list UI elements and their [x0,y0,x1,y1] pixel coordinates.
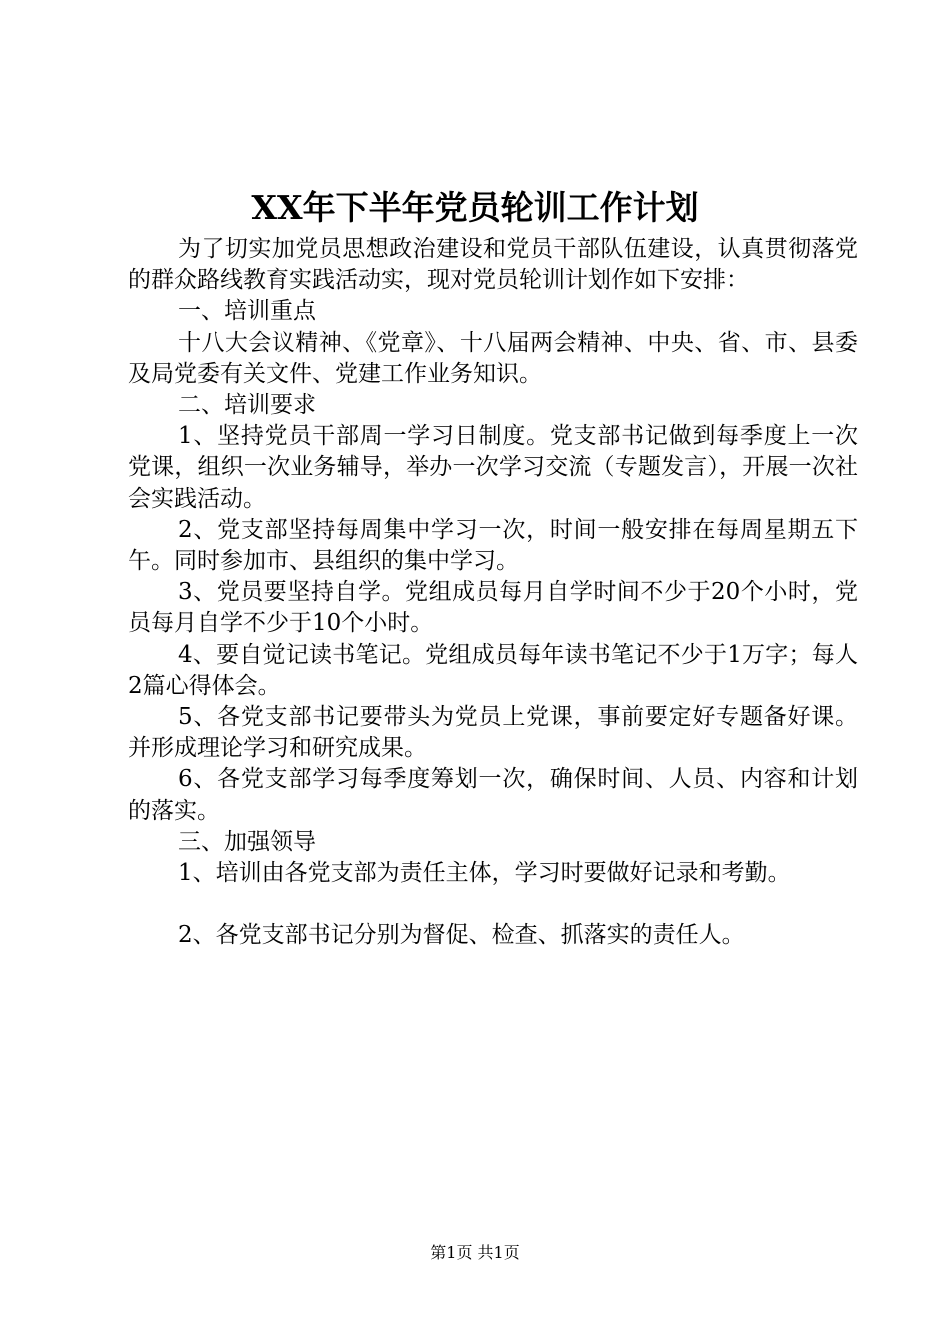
requirement-item-6: 6、各党支部学习每季度筹划一次，确保时间、人员、内容和计划的落实。 [128,766,858,824]
section-heading-2: 二、培训要求 [178,392,316,419]
page-footer: 第1页 共1页 [430,1243,520,1262]
paragraph-spacer [128,889,858,920]
requirement-item-5: 5、各党支部书记要带头为党员上党课，事前要定好专题备好课。并形成理论学习和研究成果。 [128,704,858,762]
leadership-item-2: 2、各党支部书记分别为督促、检查、抓落实的责任人。 [178,922,745,949]
section-1-paragraph: 十八大会议精神、《党章》、十八届两会精神、中央、省、市、县委及局党委有关文件、党建工作业务知识。 [128,329,858,387]
section-heading-3: 三、加强领导 [178,828,316,855]
requirement-item-4: 4、要自觉记读书笔记。党组成员每年读书笔记不少于1万字；每人2篇心得体会。 [128,641,858,699]
requirement-item-2: 2、党支部坚持每周集中学习一次，时间一般安排在每周星期五下午。同时参加市、县组织的集中学习。 [128,516,858,575]
leadership-item-1: 1、培训由各党支部为责任主体，学习时要做好记录和考勤。 [178,860,791,887]
section-heading-1: 一、培训重点 [178,298,316,325]
document-body [128,234,858,951]
requirement-item-1: 1、坚持党员干部周一学习日制度。党支部书记做到每季度上一次党课，组织一次业务辅导，举办一次学习交流（专题发言），开展一次社会实践活动。 [128,423,858,512]
requirement-item-3: 3、党员要坚持自学。党组成员每月自学时间不少于20个小时，党员每月自学不少于10个小时。 [128,579,858,637]
intro-paragraph: 为了切实加党员思想政治建设和党员干部队伍建设，认真贯彻落党的群众路线教育实践活动实，现对党员轮训计划作如下安排： [128,236,858,294]
document-title: XX年下半年党员轮训工作计划 [251,188,699,227]
